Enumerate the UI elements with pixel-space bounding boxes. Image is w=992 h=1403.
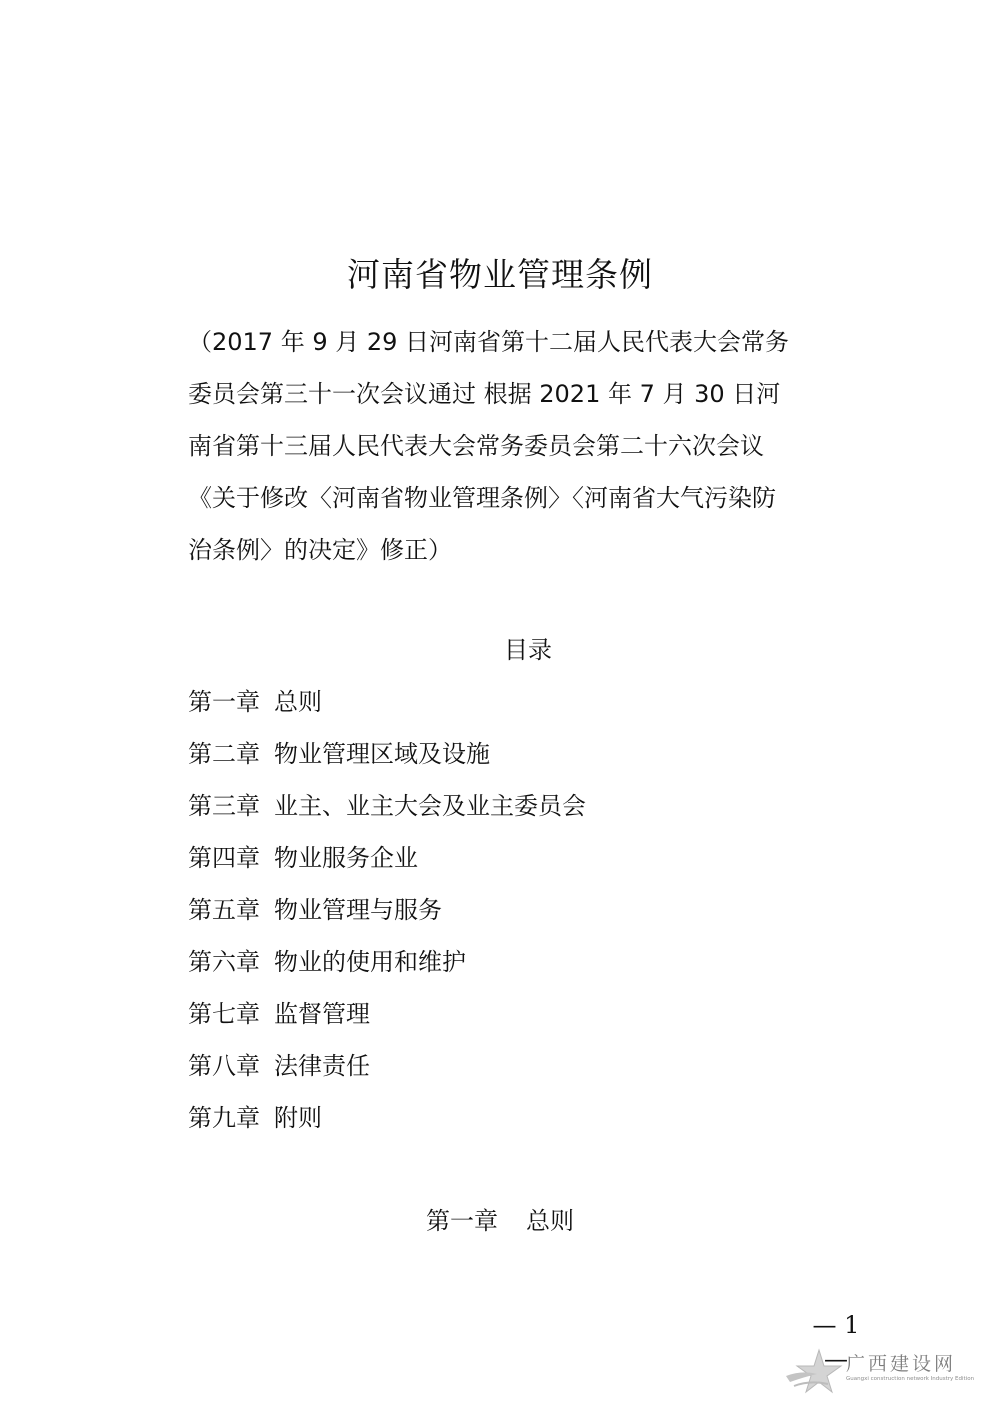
toc-item-number: 第三章: [188, 792, 260, 820]
toc-item: [188, 890, 788, 942]
site-watermark: [784, 1346, 984, 1396]
document-subtitle: [188, 316, 868, 576]
subtitle-line: 治条例〉的决定》修正）: [188, 536, 452, 564]
subtitle-line: （2017 年 9 月 29 日河南省第十二届人民代表大会常务: [188, 328, 790, 356]
chapter-heading: [0, 1201, 992, 1241]
toc-item-title: 附则: [274, 1104, 322, 1132]
toc-item-title: 物业管理区域及设施: [274, 740, 490, 768]
toc-item-number: 第五章: [188, 896, 260, 924]
toc-item-title: 业主、业主大会及业主委员会: [274, 792, 586, 820]
toc-item: [188, 734, 788, 786]
document-title: 河南省物业管理条例: [347, 255, 653, 294]
subtitle-line: 《关于修改〈河南省物业管理条例〉〈河南省大气污染防: [188, 484, 776, 512]
toc-item: [188, 994, 788, 1046]
page-number: — 1 —: [812, 1311, 860, 1373]
chapter-title: 总则: [526, 1207, 574, 1235]
subtitle-line: 委员会第三十一次会议通过 根据 2021 年 7 月 30 日河: [188, 380, 781, 408]
toc-item-number: 第二章: [188, 740, 260, 768]
toc-item-number: 第四章: [188, 844, 260, 872]
table-of-contents: [188, 682, 788, 1150]
toc-item: [188, 1046, 788, 1098]
chapter-number: 第一章: [426, 1207, 498, 1235]
toc-item: [188, 838, 788, 890]
watermark-name: 广西建设网: [846, 1353, 957, 1375]
toc-item: [188, 942, 788, 994]
toc-item-number: 第九章: [188, 1104, 260, 1132]
watermark-subtitle: Guangxi construction network Industry Edition: [846, 1376, 975, 1382]
toc-item-title: 物业的使用和维护: [274, 948, 466, 976]
toc-item-title: 物业管理与服务: [274, 896, 442, 924]
toc-heading: 目录: [504, 636, 552, 664]
subtitle-line: 南省第十三届人民代表大会常务委员会第二十六次会议: [188, 432, 764, 460]
star-logo-icon: [784, 1346, 844, 1396]
toc-item-number: 第七章: [188, 1000, 260, 1028]
toc-item-number: 第六章: [188, 948, 260, 976]
toc-item-title: 监督管理: [274, 1000, 370, 1028]
toc-item-title: 总则: [274, 688, 322, 716]
toc-item-number: 第一章: [188, 688, 260, 716]
toc-item-number: 第八章: [188, 1052, 260, 1080]
toc-item-title: 物业服务企业: [274, 844, 418, 872]
toc-item-title: 法律责任: [274, 1052, 370, 1080]
toc-item: [188, 786, 788, 838]
toc-item: [188, 1098, 788, 1150]
toc-item: [188, 682, 788, 734]
